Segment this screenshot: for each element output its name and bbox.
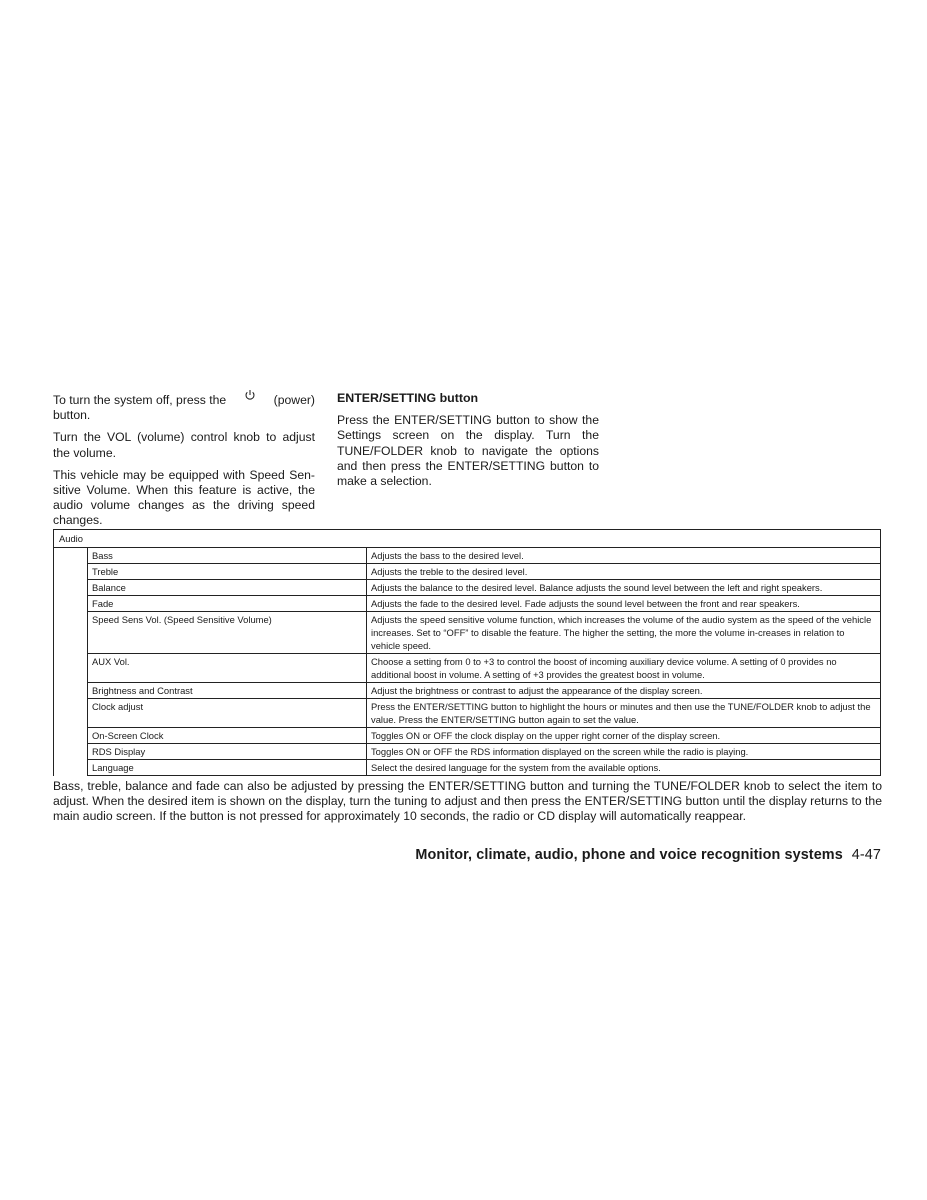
speed-sensitive-paragraph: This vehicle may be equipped with Speed Sen-sitive Volume. When this feature is active, the audio volume changes as the driving speed changes. bbox=[53, 467, 315, 528]
setting-name-cell: RDS Display bbox=[88, 744, 367, 760]
setting-description-cell: Select the desired language for the system from the available options. bbox=[367, 760, 881, 776]
setting-description-cell: Adjusts the speed sensitive volume function, which increases the volume of the audio system as the speed of the vehicle increases. Set to “OFF” to disable the feature. The higher the setting, the more the volume in-creases in relation to vehicle speed. bbox=[367, 612, 881, 654]
setting-name-cell: Treble bbox=[88, 564, 367, 580]
table-row bbox=[54, 564, 881, 580]
table-row bbox=[54, 728, 881, 744]
table-header-row bbox=[54, 530, 881, 548]
bottom-note: Bass, treble, balance and fade can also be adjusted by pressing the ENTER/SETTING button and turning the TUNE/FOLDER knob to select the item to adjust. When the desired item is shown on the display, turn the tuning to adjust and then press the ENTER/SETTING button until the display returns to the main audio screen. If the button is not pressed for approximately 10 seconds, the radio or CD display will automatically reappear. bbox=[53, 779, 882, 824]
setting-description-cell: Toggles ON or OFF the clock display on the upper right corner of the display screen. bbox=[367, 728, 881, 744]
setting-name-cell: Fade bbox=[88, 596, 367, 612]
table-row bbox=[54, 699, 881, 728]
setting-name-cell: Brightness and Contrast bbox=[88, 683, 367, 699]
setting-name-cell: Bass bbox=[88, 548, 367, 564]
table-indent-cell bbox=[54, 548, 88, 776]
power-paragraph bbox=[53, 393, 315, 423]
setting-description-cell: Adjusts the balance to the desired level. Balance adjusts the sound level between the left and right speakers. bbox=[367, 580, 881, 596]
middle-column bbox=[337, 391, 599, 496]
setting-description-cell: Press the ENTER/SETTING button to highlight the hours or minutes and then use the TUNE/FOLDER knob to adjust the value. Press the ENTER/SETTING button again to set the value. bbox=[367, 699, 881, 728]
table-row bbox=[54, 760, 881, 776]
power-line-start: To turn the system off, press the bbox=[53, 393, 227, 407]
table-row bbox=[54, 612, 881, 654]
page-footer bbox=[415, 847, 881, 863]
setting-description-cell: Adjusts the bass to the desired level. bbox=[367, 548, 881, 564]
table-header-audio: Audio bbox=[54, 530, 881, 548]
table-row bbox=[54, 683, 881, 699]
left-column bbox=[53, 393, 315, 536]
section-heading: ENTER/SETTING button bbox=[337, 391, 479, 405]
setting-description-cell: Adjusts the treble to the desired level. bbox=[367, 564, 881, 580]
table-row bbox=[54, 548, 881, 564]
setting-name-cell: On-Screen Clock bbox=[88, 728, 367, 744]
setting-description-cell: Adjusts the fade to the desired level. Fade adjusts the sound level between the front and rear speakers. bbox=[367, 596, 881, 612]
setting-name-cell: AUX Vol. bbox=[88, 654, 367, 683]
setting-description-cell: Toggles ON or OFF the RDS information displayed on the screen while the radio is playing. bbox=[367, 744, 881, 760]
vol-paragraph: Turn the VOL (volume) control knob to adjust the volume. bbox=[53, 430, 315, 460]
power-icon bbox=[244, 389, 256, 401]
setting-description-cell: Adjust the brightness or contrast to adjust the appearance of the display screen. bbox=[367, 683, 881, 699]
power-label: (power) bbox=[273, 393, 315, 407]
power-line-end: button. bbox=[53, 408, 91, 423]
setting-name-cell: Language bbox=[88, 760, 367, 776]
footer-section-title: Monitor, climate, audio, phone and voice recognition systems bbox=[415, 847, 843, 863]
setting-name-cell: Balance bbox=[88, 580, 367, 596]
enter-setting-paragraph: Press the ENTER/SETTING button to show the Settings screen on the display. Turn the TUNE/FOLDER knob to navigate the options and then press the ENTER/SETTING button to make a selection. bbox=[337, 413, 599, 489]
table-row bbox=[54, 596, 881, 612]
table-row bbox=[54, 580, 881, 596]
setting-name-cell: Clock adjust bbox=[88, 699, 367, 728]
table-row bbox=[54, 744, 881, 760]
audio-settings-table bbox=[53, 529, 881, 776]
table-row bbox=[54, 654, 881, 683]
setting-description-cell: Choose a setting from 0 to +3 to control the boost of incoming auxiliary device volume. A setting of 0 provides no additional boost in volume. A setting of +3 provides the greatest boost in volume. bbox=[367, 654, 881, 683]
setting-name-cell: Speed Sens Vol. (Speed Sensitive Volume) bbox=[88, 612, 367, 654]
page-number: 4-47 bbox=[851, 847, 881, 863]
